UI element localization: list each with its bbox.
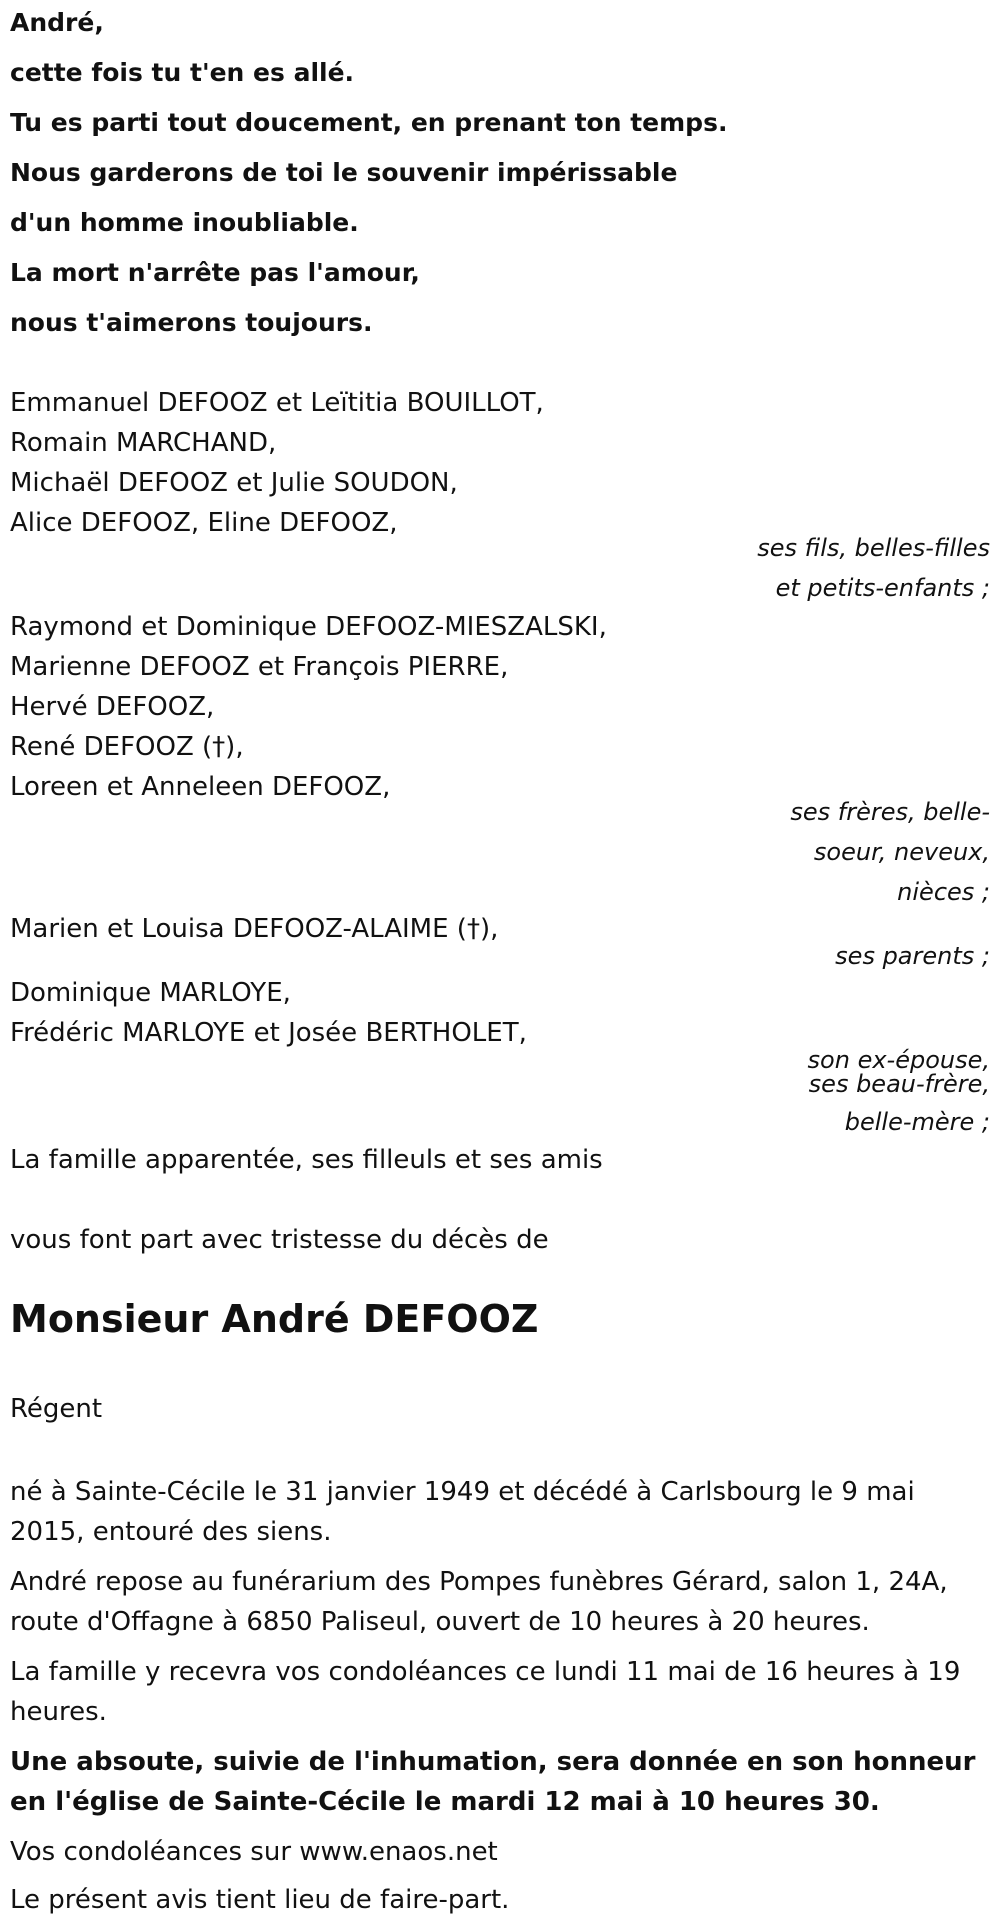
notice: Le présent avis tient lieu de faire-part. (10, 1885, 510, 1915)
family-name-line: Marienne DEFOOZ et François PIERRE, (10, 652, 509, 682)
poem-line: nous t'aimerons toujours. (10, 308, 373, 337)
family-relation-line: ses beau-frère, (808, 1070, 990, 1098)
family-name-line: Frédéric MARLOYE et Josée BERTHOLET, (10, 1018, 527, 1048)
poem-line: André, (10, 8, 104, 37)
family-name-line: Loreen et Anneleen DEFOOZ, (10, 772, 391, 802)
announcement: vous font part avec tristesse du décès de (10, 1225, 549, 1255)
family-relation-line: ses frères, belle- (790, 798, 990, 826)
family-name-line: Dominique MARLOYE, (10, 978, 291, 1008)
birth-death-paragraph: né à Sainte-Cécile le 31 janvier 1949 et décédé à Carlsbourg le 9 mai 2015, entouré des siens. (10, 1477, 915, 1547)
condolences-visit-paragraph: La famille y recevra vos condoléances ce lundi 11 mai de 16 heures à 19 heures. (10, 1657, 961, 1727)
family-name-line: Marien et Louisa DEFOOZ-ALAIME (†), (10, 914, 499, 944)
family-relation-line: soeur, neveux, (813, 838, 990, 866)
profession: Régent (10, 1394, 103, 1424)
poem-line: Tu es parti tout doucement, en prenant ton temps. (10, 108, 728, 137)
poem-line: d'un homme inoubliable. (10, 208, 359, 237)
ceremony-paragraph: Une absoute, suivie de l'inhumation, sera donnée en son honneur en l'église de Sainte-Cécile le mardi 12 mai à 10 heures 30. (10, 1747, 976, 1817)
poem-line: Nous garderons de toi le souvenir impérissable (10, 158, 678, 187)
family-name-line: Emmanuel DEFOOZ et Leïtitia BOUILLOT, (10, 388, 544, 418)
family-name-line: Alice DEFOOZ, Eline DEFOOZ, (10, 508, 398, 538)
family-relation-line: son ex-épouse, (807, 1046, 990, 1074)
family-name-line: Romain MARCHAND, (10, 428, 277, 458)
poem-line: La mort n'arrête pas l'amour, (10, 258, 420, 287)
condolences-website: Vos condoléances sur www.enaos.net (10, 1837, 498, 1867)
family-relation-line: nièces ; (897, 878, 990, 906)
deceased-name: Monsieur André DEFOOZ (10, 1297, 539, 1341)
family-name-line: Michaël DEFOOZ et Julie SOUDON, (10, 468, 458, 498)
poem-line: cette fois tu t'en es allé. (10, 58, 355, 87)
family-name-line: Raymond et Dominique DEFOOZ-MIESZALSKI, (10, 612, 607, 642)
family-name-line: René DEFOOZ (†), (10, 732, 244, 762)
family-relation-line: ses fils, belles-filles (757, 534, 990, 562)
family-relation-line: et petits-enfants ; (775, 574, 990, 602)
family-name-line: Hervé DEFOOZ, (10, 692, 215, 722)
funerarium-paragraph: André repose au funérarium des Pompes funèbres Gérard, salon 1, 24A, route d'Offagne à 6850 Paliseul, ouvert de 10 heures à 20 heures. (10, 1567, 948, 1637)
family-relation-line: ses parents ; (835, 942, 990, 970)
extended-family: La famille apparentée, ses filleuls et ses amis (10, 1145, 603, 1175)
family-relation-line: belle-mère ; (844, 1108, 990, 1136)
